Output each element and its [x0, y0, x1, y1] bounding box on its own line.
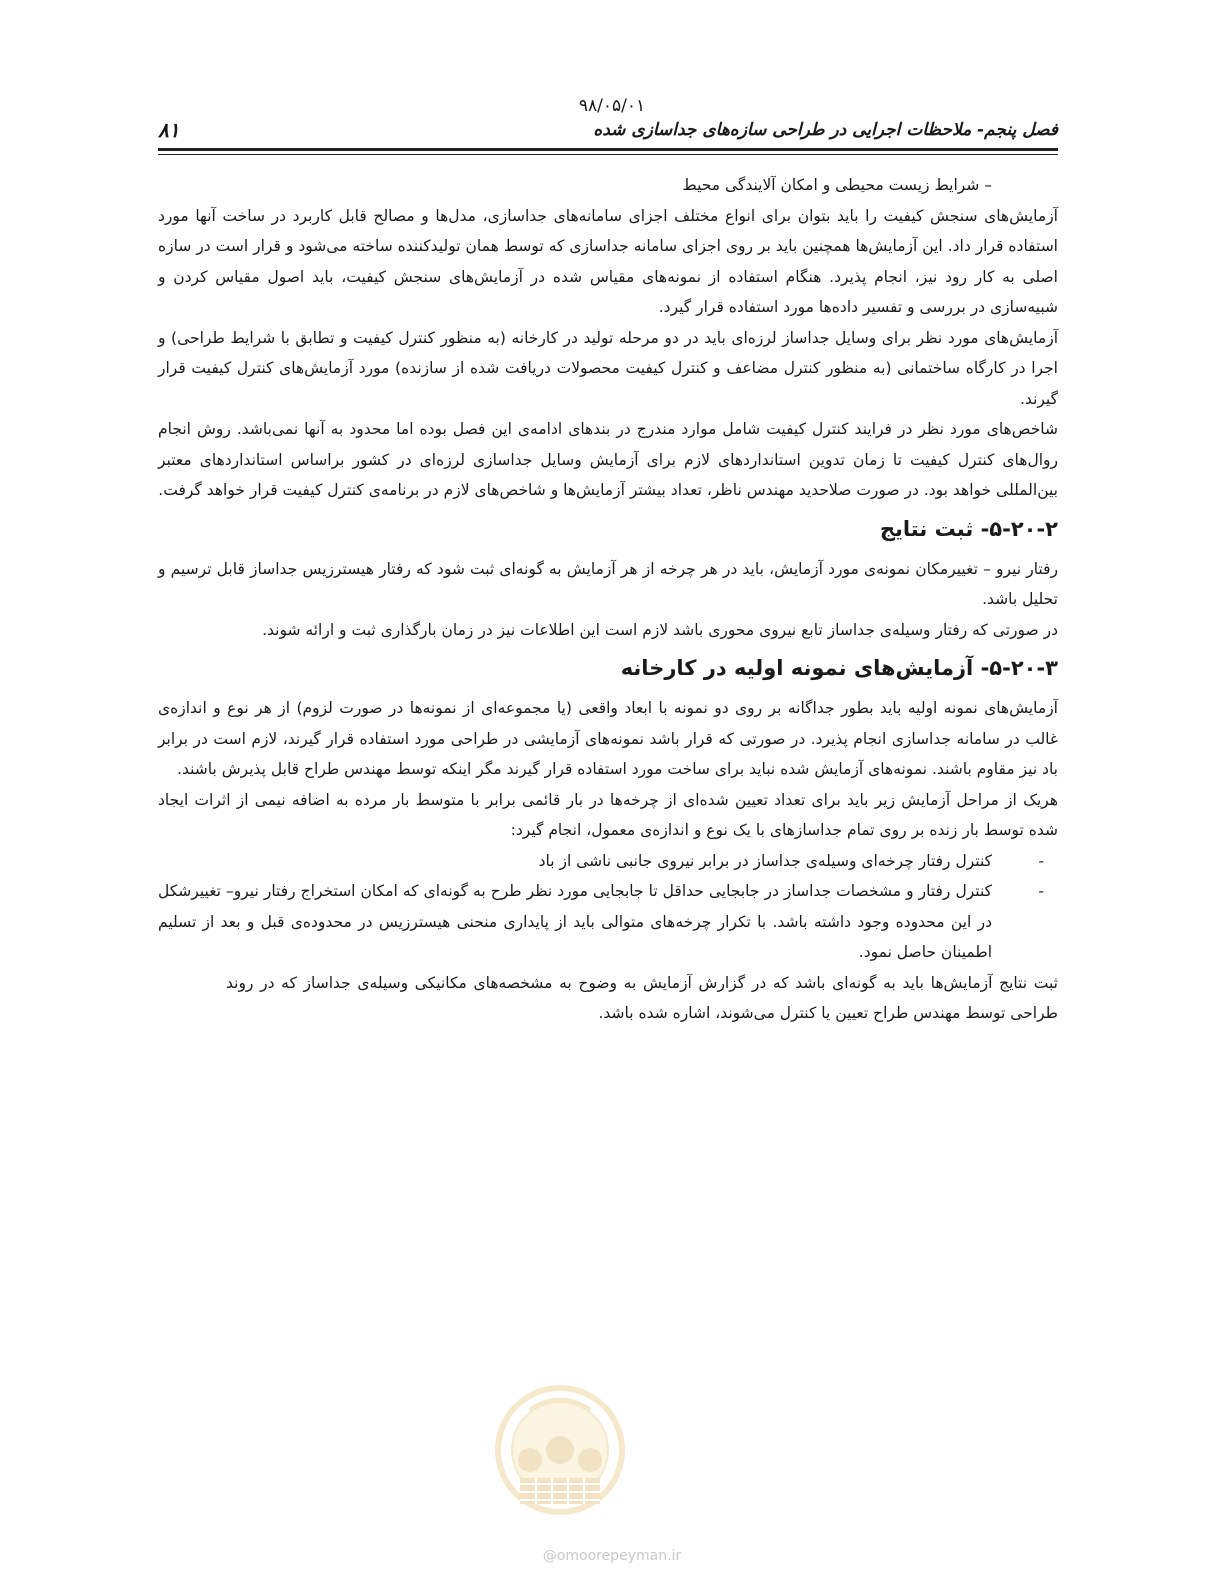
- list-item: [158, 846, 1044, 877]
- chapter-title: فصل پنجم- ملاحظات اجرایی در طراحی سازه‌های جداسازی شده: [593, 120, 1058, 140]
- section-heading: ۵-۲۰-۲- ثبت نتایج: [879, 516, 1058, 541]
- bullet-marker: -: [1038, 882, 1044, 900]
- header-rule-thick: [158, 148, 1058, 151]
- header-date: ۹۸/۰۵/۰۱: [578, 96, 646, 116]
- paragraph: آزمایش‌های مورد نظر برای وسایل جداساز لرزه‌ای باید در دو مرحله تولید در کارخانه (به منظور کنترل کیفیت و تطابق با شرایط طراحی) و اجرا در کارگاه ساختمانی (به منظور کنترل مضاعف و کنترل کیفیت محصولات دریافت شده از سازنده) مورد آزمایش‌های کنترل کیفیت قرار گیرند.: [158, 328, 1058, 408]
- header-rule-thin: [158, 154, 1058, 155]
- paragraph: هریک از مراحل آزمایش زیر باید برای تعداد تعیین شده‌ای از چرخه‌ها در بار قائمی برابر با متوسط بار مرده به اضافه نیمی از اثرات ایجاد شده توسط بار زنده بر روی تمام جداسازهای با یک نوع و اندازه‌ی معمول، انجام گیرد:: [158, 790, 1058, 839]
- watermark-url: @omoorepeyman.ir: [542, 1548, 682, 1564]
- dash-item: – شرایط زیست محیطی و امکان آلایندگی محیط: [682, 176, 992, 194]
- list-item: [158, 876, 1044, 968]
- list-item-text: کنترل رفتار چرخه‌ای وسیله‌ی جداساز در برابر نیروی جانبی ناشی از باد: [538, 851, 992, 870]
- bullet-list: [158, 846, 1058, 968]
- running-header: [158, 118, 1058, 148]
- watermark-logo: [490, 1380, 630, 1530]
- list-item-text: کنترل رفتار و مشخصات جداساز در جابجایی حداقل تا جابجایی مورد نظر طرح به گونه‌ای که امکان استخراج رفتار نیرو– تغییرشکل در این محدوده وجود داشته باشد. با تکرار چرخه‌های متوالی باید از پایداری منحنی هیسترزیس در محدوده‌ی قبل و بعد از تسلیم اطمینان حاصل نمود.: [158, 882, 992, 961]
- section-heading: ۵-۲۰-۳- آزمایش‌های نمونه اولیه در کارخانه: [620, 656, 1058, 680]
- paragraph: ثبت نتایج آزمایش‌ها باید به گونه‌ای باشد که در گزارش آزمایش به وضوح به مشخصه‌های مکانیکی وسیله‌ی جداساز که در روند طراحی توسط مهندس طراح تعیین یا کنترل می‌شوند، اشاره شده باشد.: [226, 973, 1058, 1022]
- body-text: [158, 170, 1058, 1029]
- paragraph: در صورتی که رفتار وسیله‌ی جداساز تابع نیروی محوری باشد لازم است این اطلاعات نیز در زمان بارگذاری ثبت و ارائه شوند.: [262, 620, 1058, 639]
- page-number: ۸۱: [158, 118, 180, 142]
- paragraph: آزمایش‌های نمونه اولیه باید بطور جداگانه بر روی دو نمونه با ابعاد واقعی (یا مجموعه‌ای از نمونه‌ها در صورت لزوم) از هر نوع و اندازه‌ی غالب در سامانه جداسازی انجام پذیرد. در صورتی که قرار باشد نمونه‌های آزمایشی در طراحی مورد استفاده قرار گیرند، لازم است در برابر باد نیز مقاوم باشند. نمونه‌های آزمایش شده نباید برای ساخت مورد استفاده قرار گیرند مگر اینکه توسط مهندس طراح قابل پذیرش باشند.: [158, 699, 1058, 778]
- paragraph: شاخص‌های مورد نظر در فرایند کنترل کیفیت شامل موارد مندرج در بندهای ادامه‌ی این فصل بوده اما محدود به آنها نمی‌باشد. روش انجام روال‌های کنترل کیفیت تا زمان تدوین استانداردهای لازم برای آزمایش وسایل جداسازی لرزه‌ای در کشور براساس استانداردهای معتبر بین‌المللی خواهد بود. در صورت صلاحدید مهندس ناظر، تعداد بیشتر آزمایش‌ها و شاخص‌های لازم در برنامه‌ی کنترل کیفیت قرار خواهد گرفت.: [158, 420, 1058, 499]
- paragraph: رفتار نیرو – تغییرمکان نمونه‌ی مورد آزمایش، باید در هر چرخه از هر آزمایش به گونه‌ای ثبت شود که رفتار هیسترزیس جداساز قابل ترسیم و تحلیل باشد.: [158, 559, 1058, 608]
- bullet-marker: -: [1038, 851, 1044, 870]
- paragraph: آزمایش‌های سنجش کیفیت را باید بتوان برای انواع مختلف اجزای سامانه‌های جداسازی، مدل‌ها و مصالح قابل کاربرد در ساخت آنها مورد استفاده قرار داد. این آزمایش‌ها همچنین باید بر روی اجزای سامانه جداسازی که توسط همان تولیدکننده ساخته می‌شود و قرار است در سازه اصلی به کار رود نیز، انجام پذیرد. هنگام استفاده از نمونه‌های مقیاس شده در آزمایش‌های سنجش کیفیت، باید اصول مقیاس کردن و شبیه‌سازی در بررسی و تفسیر داده‌ها مورد استفاده قرار گیرد.: [158, 206, 1058, 316]
